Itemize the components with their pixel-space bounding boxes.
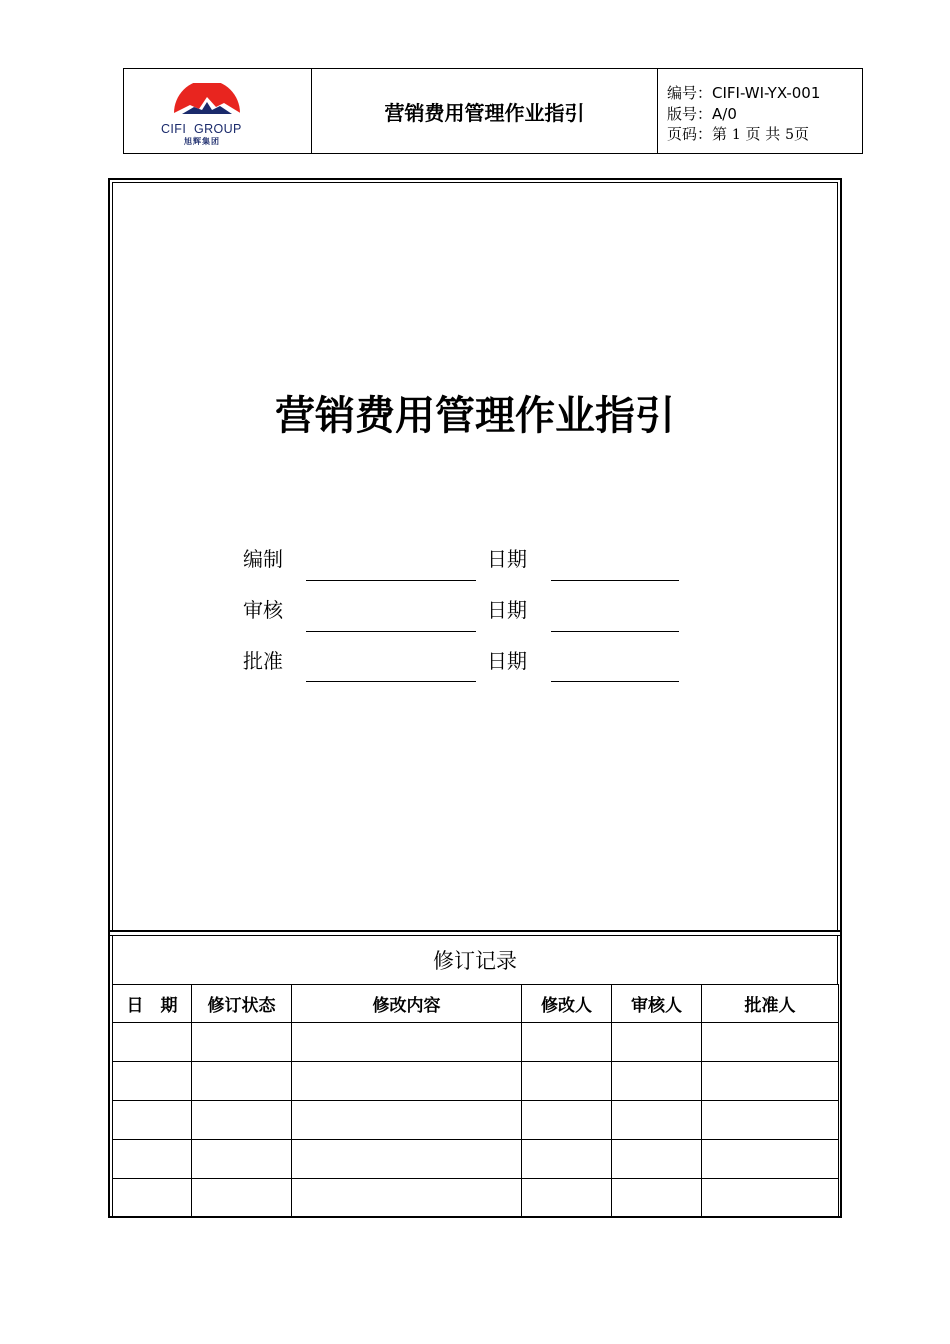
table-cell[interactable] (522, 1140, 612, 1179)
version-label: 版号： (667, 104, 713, 123)
table-cell[interactable] (522, 1023, 612, 1062)
col-header-content: 修改内容 (292, 985, 522, 1023)
table-cell[interactable] (292, 1062, 522, 1101)
table-cell[interactable] (612, 1023, 702, 1062)
page-row (667, 124, 862, 146)
date-line-reviewed[interactable] (551, 631, 679, 632)
table-row (113, 1062, 839, 1101)
table-cell[interactable] (702, 1179, 839, 1218)
sig-line-prepared[interactable] (306, 580, 476, 581)
table-cell[interactable] (612, 1062, 702, 1101)
document-header (123, 68, 863, 154)
table-cell[interactable] (113, 1179, 192, 1218)
col-header-date: 日 期 (113, 985, 192, 1023)
table-cell[interactable] (612, 1179, 702, 1218)
table-cell[interactable] (702, 1023, 839, 1062)
table-cell[interactable] (522, 1062, 612, 1101)
table-cell[interactable] (522, 1101, 612, 1140)
table-cell[interactable] (192, 1101, 292, 1140)
table-cell[interactable] (702, 1140, 839, 1179)
logo-cell (124, 69, 312, 153)
document-title: 营销费用管理作业指引 (275, 392, 675, 439)
sig-label-reviewed: 审核 (243, 598, 283, 622)
table-row (113, 1179, 839, 1218)
table-cell[interactable] (292, 1179, 522, 1218)
table-cell[interactable] (113, 1140, 192, 1179)
page-current: 1 (731, 127, 741, 143)
revision-header-row (113, 985, 839, 1023)
sig-line-approved[interactable] (306, 681, 476, 682)
table-cell[interactable] (522, 1179, 612, 1218)
table-row (113, 1101, 839, 1140)
col-header-approver: 批准人 (702, 985, 839, 1023)
cifi-logo-icon (172, 83, 242, 121)
page-mid: 页 共 (745, 125, 781, 143)
header-title: 营销费用管理作业指引 (312, 69, 658, 153)
table-cell[interactable] (292, 1023, 522, 1062)
revision-title: 修订记录 (112, 936, 838, 984)
sig-label-approved: 批准 (243, 649, 283, 673)
table-row (113, 1140, 839, 1179)
table-cell[interactable] (292, 1101, 522, 1140)
table-cell[interactable] (113, 1101, 192, 1140)
table-cell[interactable] (192, 1062, 292, 1101)
sig-label-prepared: 编制 (243, 547, 283, 571)
page-total: 5 (785, 127, 794, 143)
version-row (667, 104, 862, 125)
cover-frame (112, 182, 838, 932)
logo-text: CIFI GROUP (161, 122, 242, 136)
col-header-modifier: 修改人 (522, 985, 612, 1023)
page-label: 页码： (667, 125, 713, 143)
table-cell[interactable] (113, 1023, 192, 1062)
table-cell[interactable] (702, 1101, 839, 1140)
table-row (113, 1023, 839, 1062)
col-header-status: 修订状态 (192, 985, 292, 1023)
version-value: A/0 (712, 104, 737, 123)
date-label-reviewed: 日期 (487, 598, 527, 622)
table-cell[interactable] (292, 1140, 522, 1179)
date-label-approved: 日期 (487, 649, 527, 673)
logo-subtext: 旭辉集团 (184, 137, 220, 146)
table-cell[interactable] (192, 1140, 292, 1179)
table-cell[interactable] (192, 1179, 292, 1218)
header-meta (658, 69, 862, 153)
sig-line-reviewed[interactable] (306, 631, 476, 632)
code-row (667, 83, 862, 104)
table-cell[interactable] (192, 1023, 292, 1062)
page-suffix: 页 (794, 125, 810, 143)
code-value: CIFI-WI-YX-001 (712, 84, 821, 102)
separator-thick (110, 930, 840, 932)
date-line-prepared[interactable] (551, 580, 679, 581)
date-label-prepared: 日期 (487, 547, 527, 571)
table-cell[interactable] (612, 1101, 702, 1140)
revision-table (112, 984, 839, 1218)
table-cell[interactable] (612, 1140, 702, 1179)
page-prefix: 第 (712, 125, 728, 143)
table-cell[interactable] (702, 1062, 839, 1101)
code-label: 编号： (667, 84, 713, 102)
col-header-reviewer: 审核人 (612, 985, 702, 1023)
table-cell[interactable] (113, 1062, 192, 1101)
date-line-approved[interactable] (551, 681, 679, 682)
